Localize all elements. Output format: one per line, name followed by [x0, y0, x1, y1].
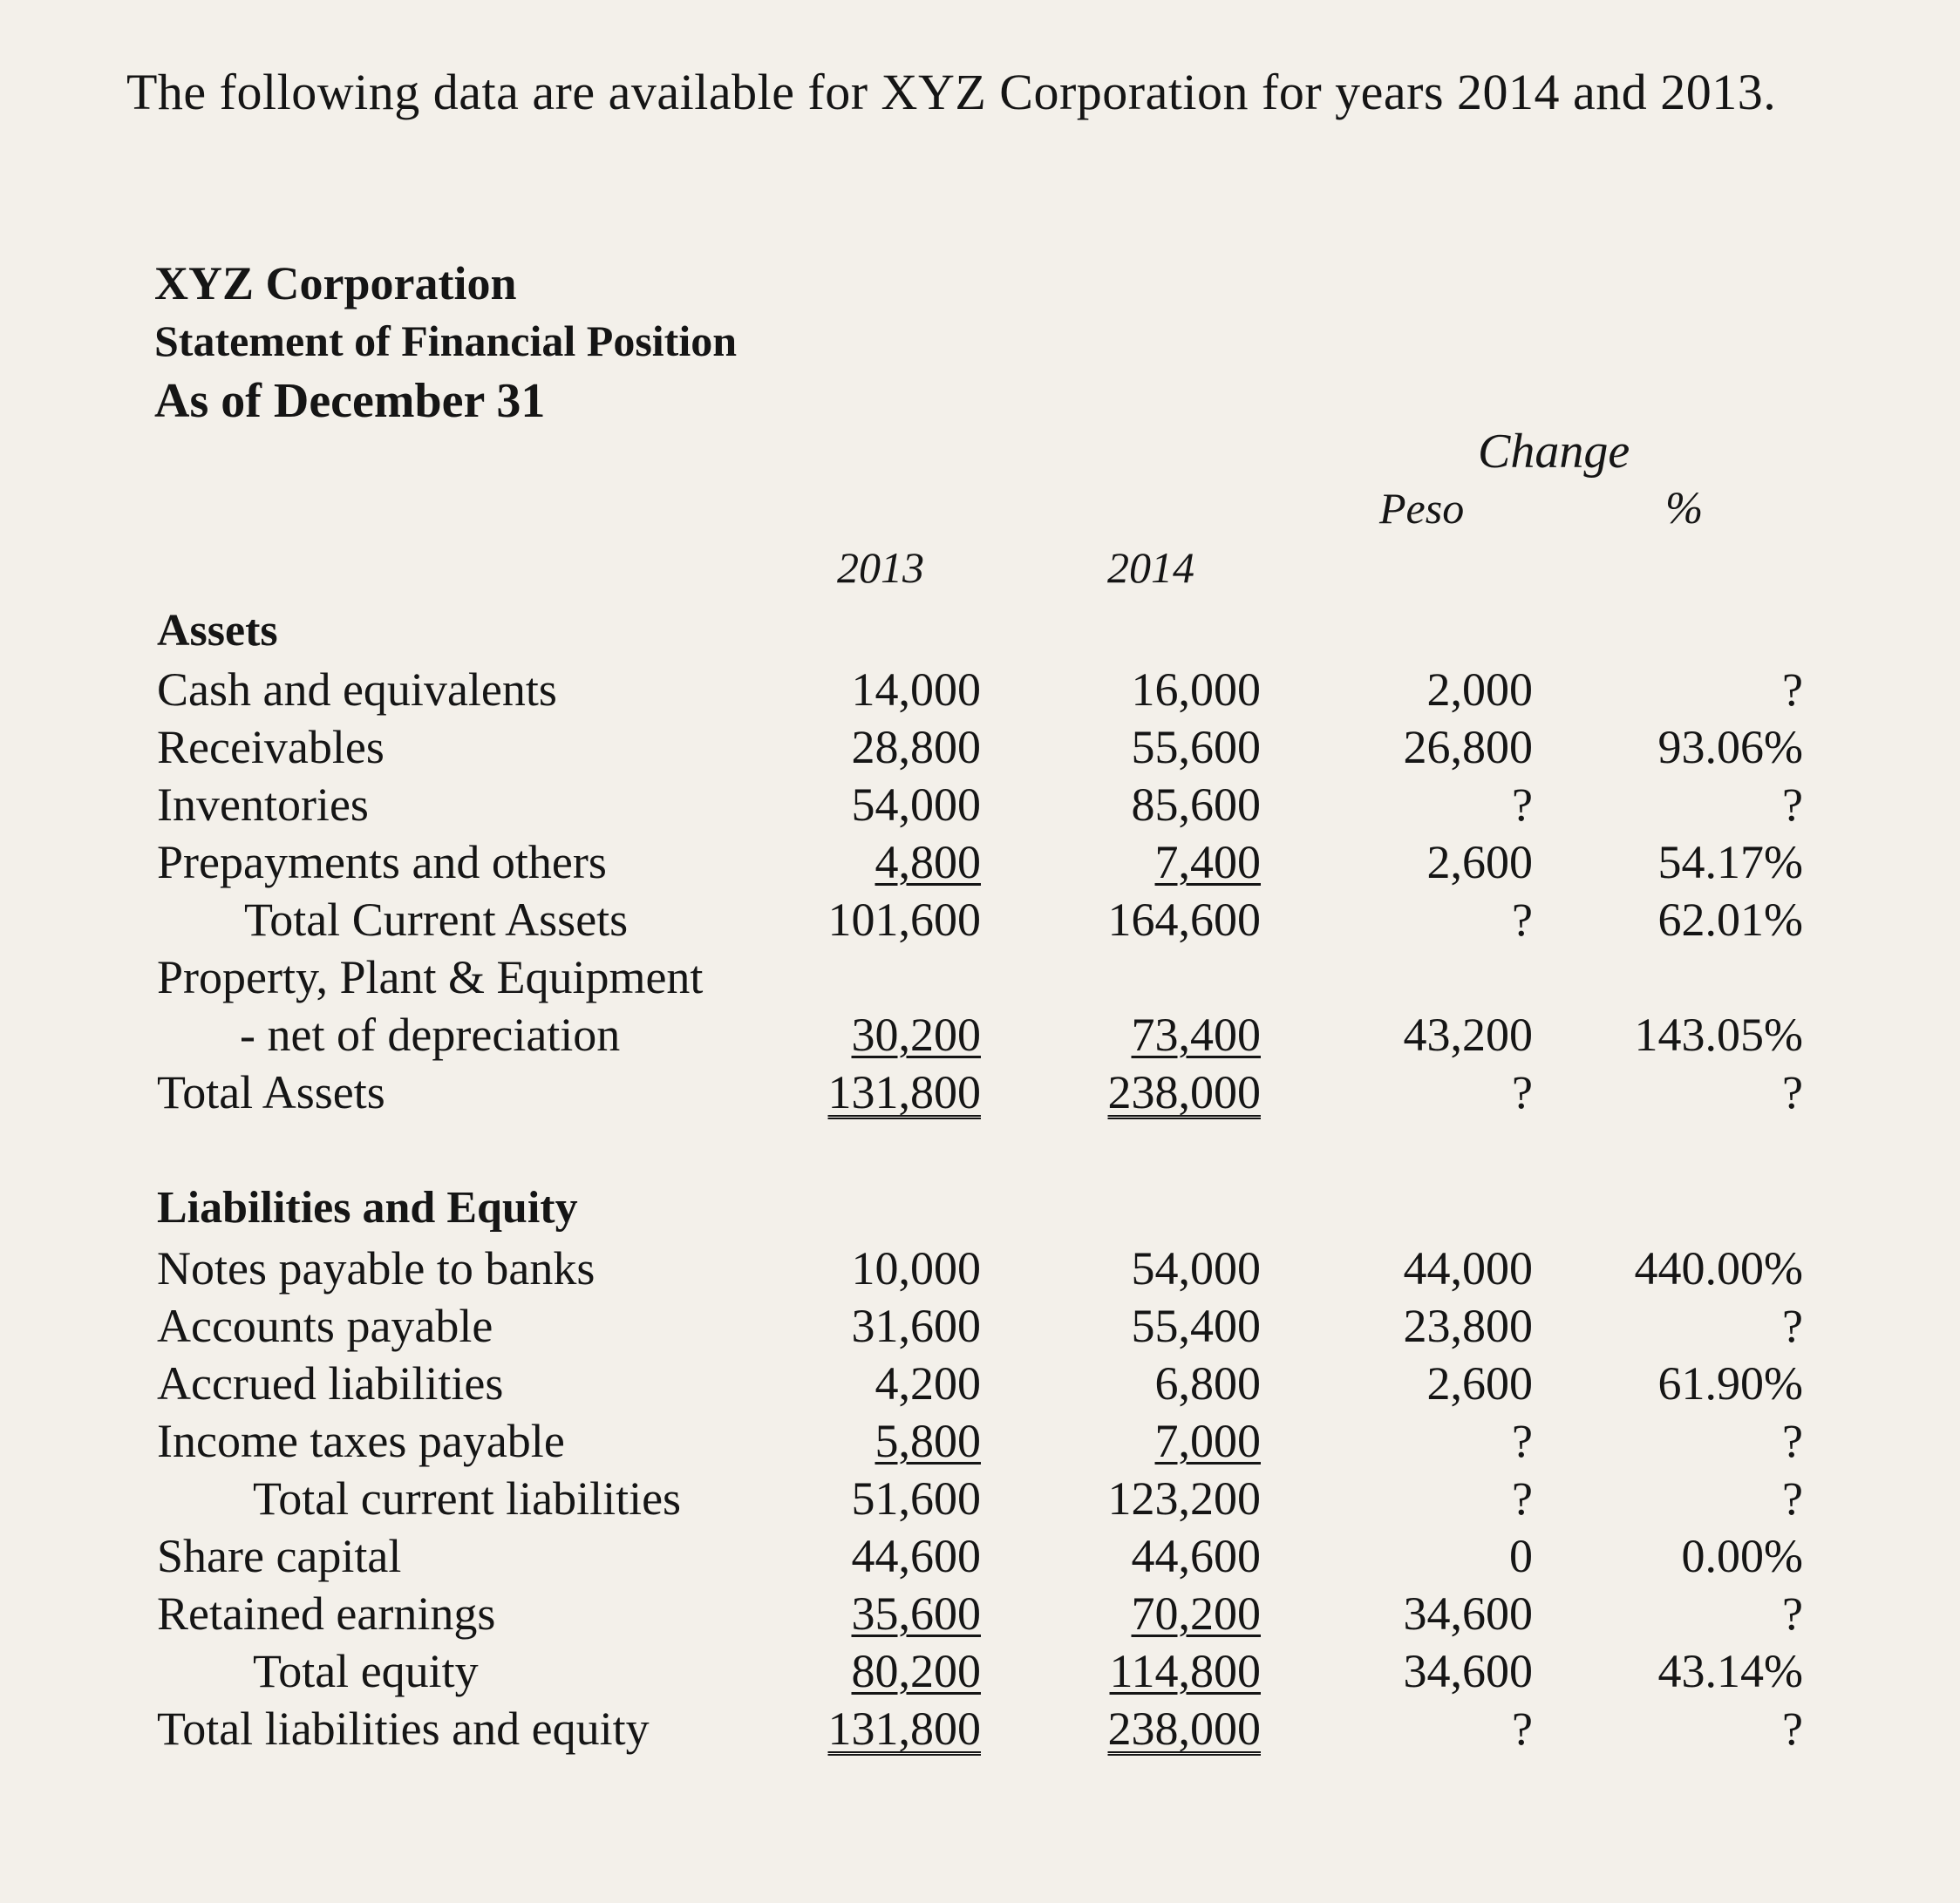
row-label: Notes payable to banks [157, 1242, 595, 1295]
table-row [0, 1355, 1960, 1412]
change-peso: 44,000 [1403, 1242, 1533, 1295]
change-percent: 43.14% [1657, 1645, 1803, 1697]
statement-date: As of December 31 [154, 374, 546, 428]
change-peso: 26,800 [1403, 721, 1533, 773]
table-row [0, 891, 1960, 948]
table-row [0, 1527, 1960, 1585]
value-2013: 28,800 [851, 721, 981, 773]
row-label: Total Current Assets [244, 894, 629, 946]
change-percent: 61.90% [1657, 1357, 1803, 1410]
table-row [0, 776, 1960, 833]
change-percent: ? [1782, 1415, 1803, 1467]
change-percent: 440.00% [1634, 1242, 1803, 1295]
year-2013-header: 2013 [837, 543, 924, 592]
value-2014: 55,600 [1131, 721, 1261, 773]
change-peso: ? [1512, 778, 1533, 831]
value-2014: 114,800 [1109, 1645, 1261, 1697]
change-percent: ? [1782, 1587, 1803, 1640]
liabilities-section-title: Liabilities and Equity [157, 1183, 578, 1233]
value-2014: 238,000 [1107, 1066, 1261, 1118]
change-percent: ? [1782, 1066, 1803, 1118]
change-peso: ? [1512, 1066, 1533, 1118]
change-percent: 54.17% [1657, 836, 1803, 888]
row-label: Receivables [157, 721, 385, 773]
change-percent: ? [1782, 1300, 1803, 1352]
value-2014: 85,600 [1131, 778, 1261, 831]
value-2013: 10,000 [851, 1242, 981, 1295]
table-row [0, 833, 1960, 891]
row-label: Prepayments and others [157, 836, 607, 888]
value-2014: 73,400 [1131, 1009, 1261, 1061]
value-2014: 70,200 [1131, 1587, 1261, 1640]
change-percent: 62.01% [1657, 894, 1803, 946]
change-peso: 2,600 [1426, 836, 1533, 888]
value-2013: 131,800 [827, 1703, 981, 1755]
table-row [0, 1297, 1960, 1355]
row-label: Cash and equivalents [157, 663, 557, 716]
value-2014: 6,800 [1154, 1357, 1261, 1410]
table-row [0, 1585, 1960, 1642]
table-row [0, 1240, 1960, 1297]
peso-header: Peso [1379, 484, 1465, 533]
change-percent: ? [1782, 778, 1803, 831]
value-2014: 16,000 [1131, 663, 1261, 716]
change-percent: 93.06% [1657, 721, 1803, 773]
value-2013: 5,800 [875, 1415, 981, 1467]
row-label: Accounts payable [157, 1300, 493, 1352]
change-peso: 2,600 [1426, 1357, 1533, 1410]
value-2013: 30,200 [851, 1009, 981, 1061]
row-label: Retained earnings [157, 1587, 496, 1640]
row-label: Property, Plant & Equipment [157, 951, 704, 1003]
change-peso: 23,800 [1403, 1300, 1533, 1352]
change-peso: ? [1512, 1415, 1533, 1467]
table-row [0, 718, 1960, 776]
row-label: Total Assets [157, 1066, 385, 1118]
value-2013: 4,200 [875, 1357, 981, 1410]
value-2014: 55,400 [1131, 1300, 1261, 1352]
assets-section-title: Assets [157, 606, 278, 656]
row-label: Share capital [157, 1530, 402, 1582]
change-peso: 2,000 [1426, 663, 1533, 716]
statement-title: Statement of Financial Position [154, 316, 738, 365]
table-row [0, 1700, 1960, 1757]
value-2013: 14,000 [851, 663, 981, 716]
change-peso: 0 [1509, 1530, 1533, 1582]
row-label: Inventories [157, 778, 369, 831]
value-2013: 31,600 [851, 1300, 981, 1352]
change-peso: ? [1512, 894, 1533, 946]
row-label: Total current liabilities [253, 1472, 682, 1525]
intro-text: The following data are available for XYZ Corporation for years 2014 and 2013. [126, 64, 1777, 120]
change-header: Change [1478, 425, 1630, 479]
table-row [0, 1412, 1960, 1470]
value-2014: 123,200 [1107, 1472, 1261, 1525]
value-2013: 131,800 [827, 1066, 981, 1118]
change-percent: 0.00% [1681, 1530, 1803, 1582]
percent-header: % [1665, 484, 1704, 534]
value-2013: 51,600 [851, 1472, 981, 1525]
value-2014: 44,600 [1131, 1530, 1261, 1582]
change-percent: ? [1782, 663, 1803, 716]
change-peso: 34,600 [1403, 1587, 1533, 1640]
row-label: Income taxes payable [157, 1415, 565, 1467]
company-name: XYZ Corporation [154, 257, 517, 309]
table-row [0, 1006, 1960, 1064]
value-2013: 35,600 [851, 1587, 981, 1640]
value-2014: 54,000 [1131, 1242, 1261, 1295]
row-label: Total liabilities and equity [157, 1703, 650, 1755]
table-row [0, 948, 1960, 1006]
row-label: Total equity [253, 1645, 479, 1697]
value-2013: 80,200 [851, 1645, 981, 1697]
change-peso: 43,200 [1403, 1009, 1533, 1061]
value-2014: 238,000 [1107, 1703, 1261, 1755]
value-2013: 101,600 [827, 894, 981, 946]
row-label: - net of depreciation [240, 1009, 621, 1061]
value-2013: 44,600 [851, 1530, 981, 1582]
table-row [0, 1064, 1960, 1121]
year-2014-header: 2014 [1107, 543, 1194, 592]
value-2014: 7,400 [1154, 836, 1261, 888]
value-2014: 7,000 [1154, 1415, 1261, 1467]
change-peso: ? [1512, 1703, 1533, 1755]
value-2013: 4,800 [875, 836, 981, 888]
table-row [0, 1642, 1960, 1700]
change-percent: ? [1782, 1703, 1803, 1755]
change-percent: 143.05% [1634, 1009, 1803, 1061]
table-row [0, 661, 1960, 718]
table-row [0, 1470, 1960, 1527]
change-percent: ? [1782, 1472, 1803, 1525]
change-peso: ? [1512, 1472, 1533, 1525]
row-label: Accrued liabilities [157, 1357, 504, 1410]
value-2014: 164,600 [1107, 894, 1261, 946]
value-2013: 54,000 [851, 778, 981, 831]
change-peso: 34,600 [1403, 1645, 1533, 1697]
